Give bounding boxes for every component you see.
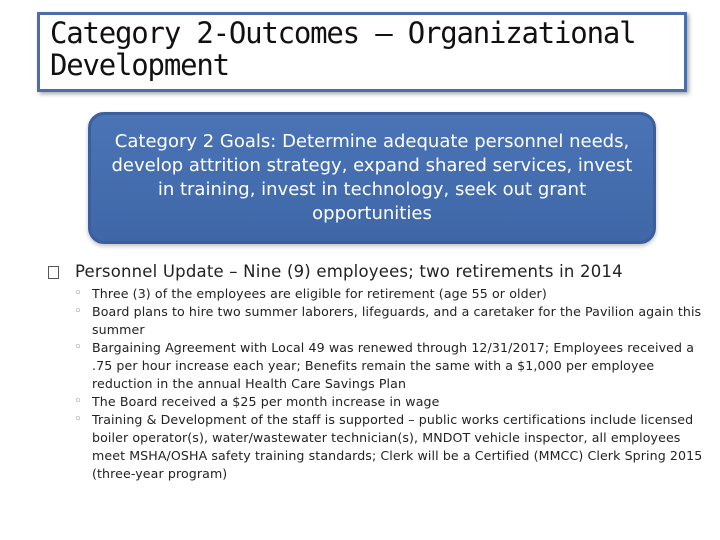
list-item xyxy=(74,411,704,483)
circle-bullet-icon: ◦ xyxy=(74,412,82,427)
list-item-text: Bargaining Agreement with Local 49 was renewed through 12/31/2017; Employees received a .75 per hour increase each year; Benefits remain the same with a $1,000 per employee reduction in the annual Health Care Savings Plan xyxy=(92,340,695,391)
circle-bullet-icon: ◦ xyxy=(74,340,82,355)
list-item-text: Three (3) of the employees are eligible for retirement (age 55 or older) xyxy=(92,286,547,301)
circle-bullet-icon: ◦ xyxy=(74,304,82,319)
slide-title-line-2: Development xyxy=(50,48,229,82)
goals-callout xyxy=(88,112,656,244)
list-item-text: Training & Development of the staff is supported – public works certifications include licensed boiler operator(s), water/wastewater technician(s), MNDOT vehicle inspector, all employees meet MSHA/OSHA safety training standards; Clerk will be a Certified (MMCC) Clerk Spring 2015 (three-year program) xyxy=(92,412,703,481)
slide-title-box xyxy=(37,12,687,92)
list-item-text: Board plans to hire two summer laborers, lifeguards, and a caretaker for the Pavilion again this summer xyxy=(92,304,702,337)
list-item xyxy=(74,339,704,393)
list-item-text: The Board received a $25 per month increase in wage xyxy=(92,394,440,409)
main-bullet-text: Personnel Update – Nine (9) employees; two retirements in 2014 xyxy=(75,262,623,281)
slide-title-line-1: Category 2-Outcomes – Organizational xyxy=(50,16,636,50)
list-item xyxy=(74,303,704,339)
circle-bullet-icon: ◦ xyxy=(74,394,82,409)
main-bullet xyxy=(48,261,698,283)
list-item xyxy=(74,393,704,411)
square-bullet-icon xyxy=(48,266,59,279)
list-item xyxy=(74,285,704,303)
circle-bullet-icon: ◦ xyxy=(74,286,82,301)
goals-text: Category 2 Goals: Determine adequate personnel needs, develop attrition strategy, expand shared services, invest in training, invest in technology, seek out grant opportunities xyxy=(111,131,633,224)
sub-bullet-list xyxy=(74,285,704,483)
